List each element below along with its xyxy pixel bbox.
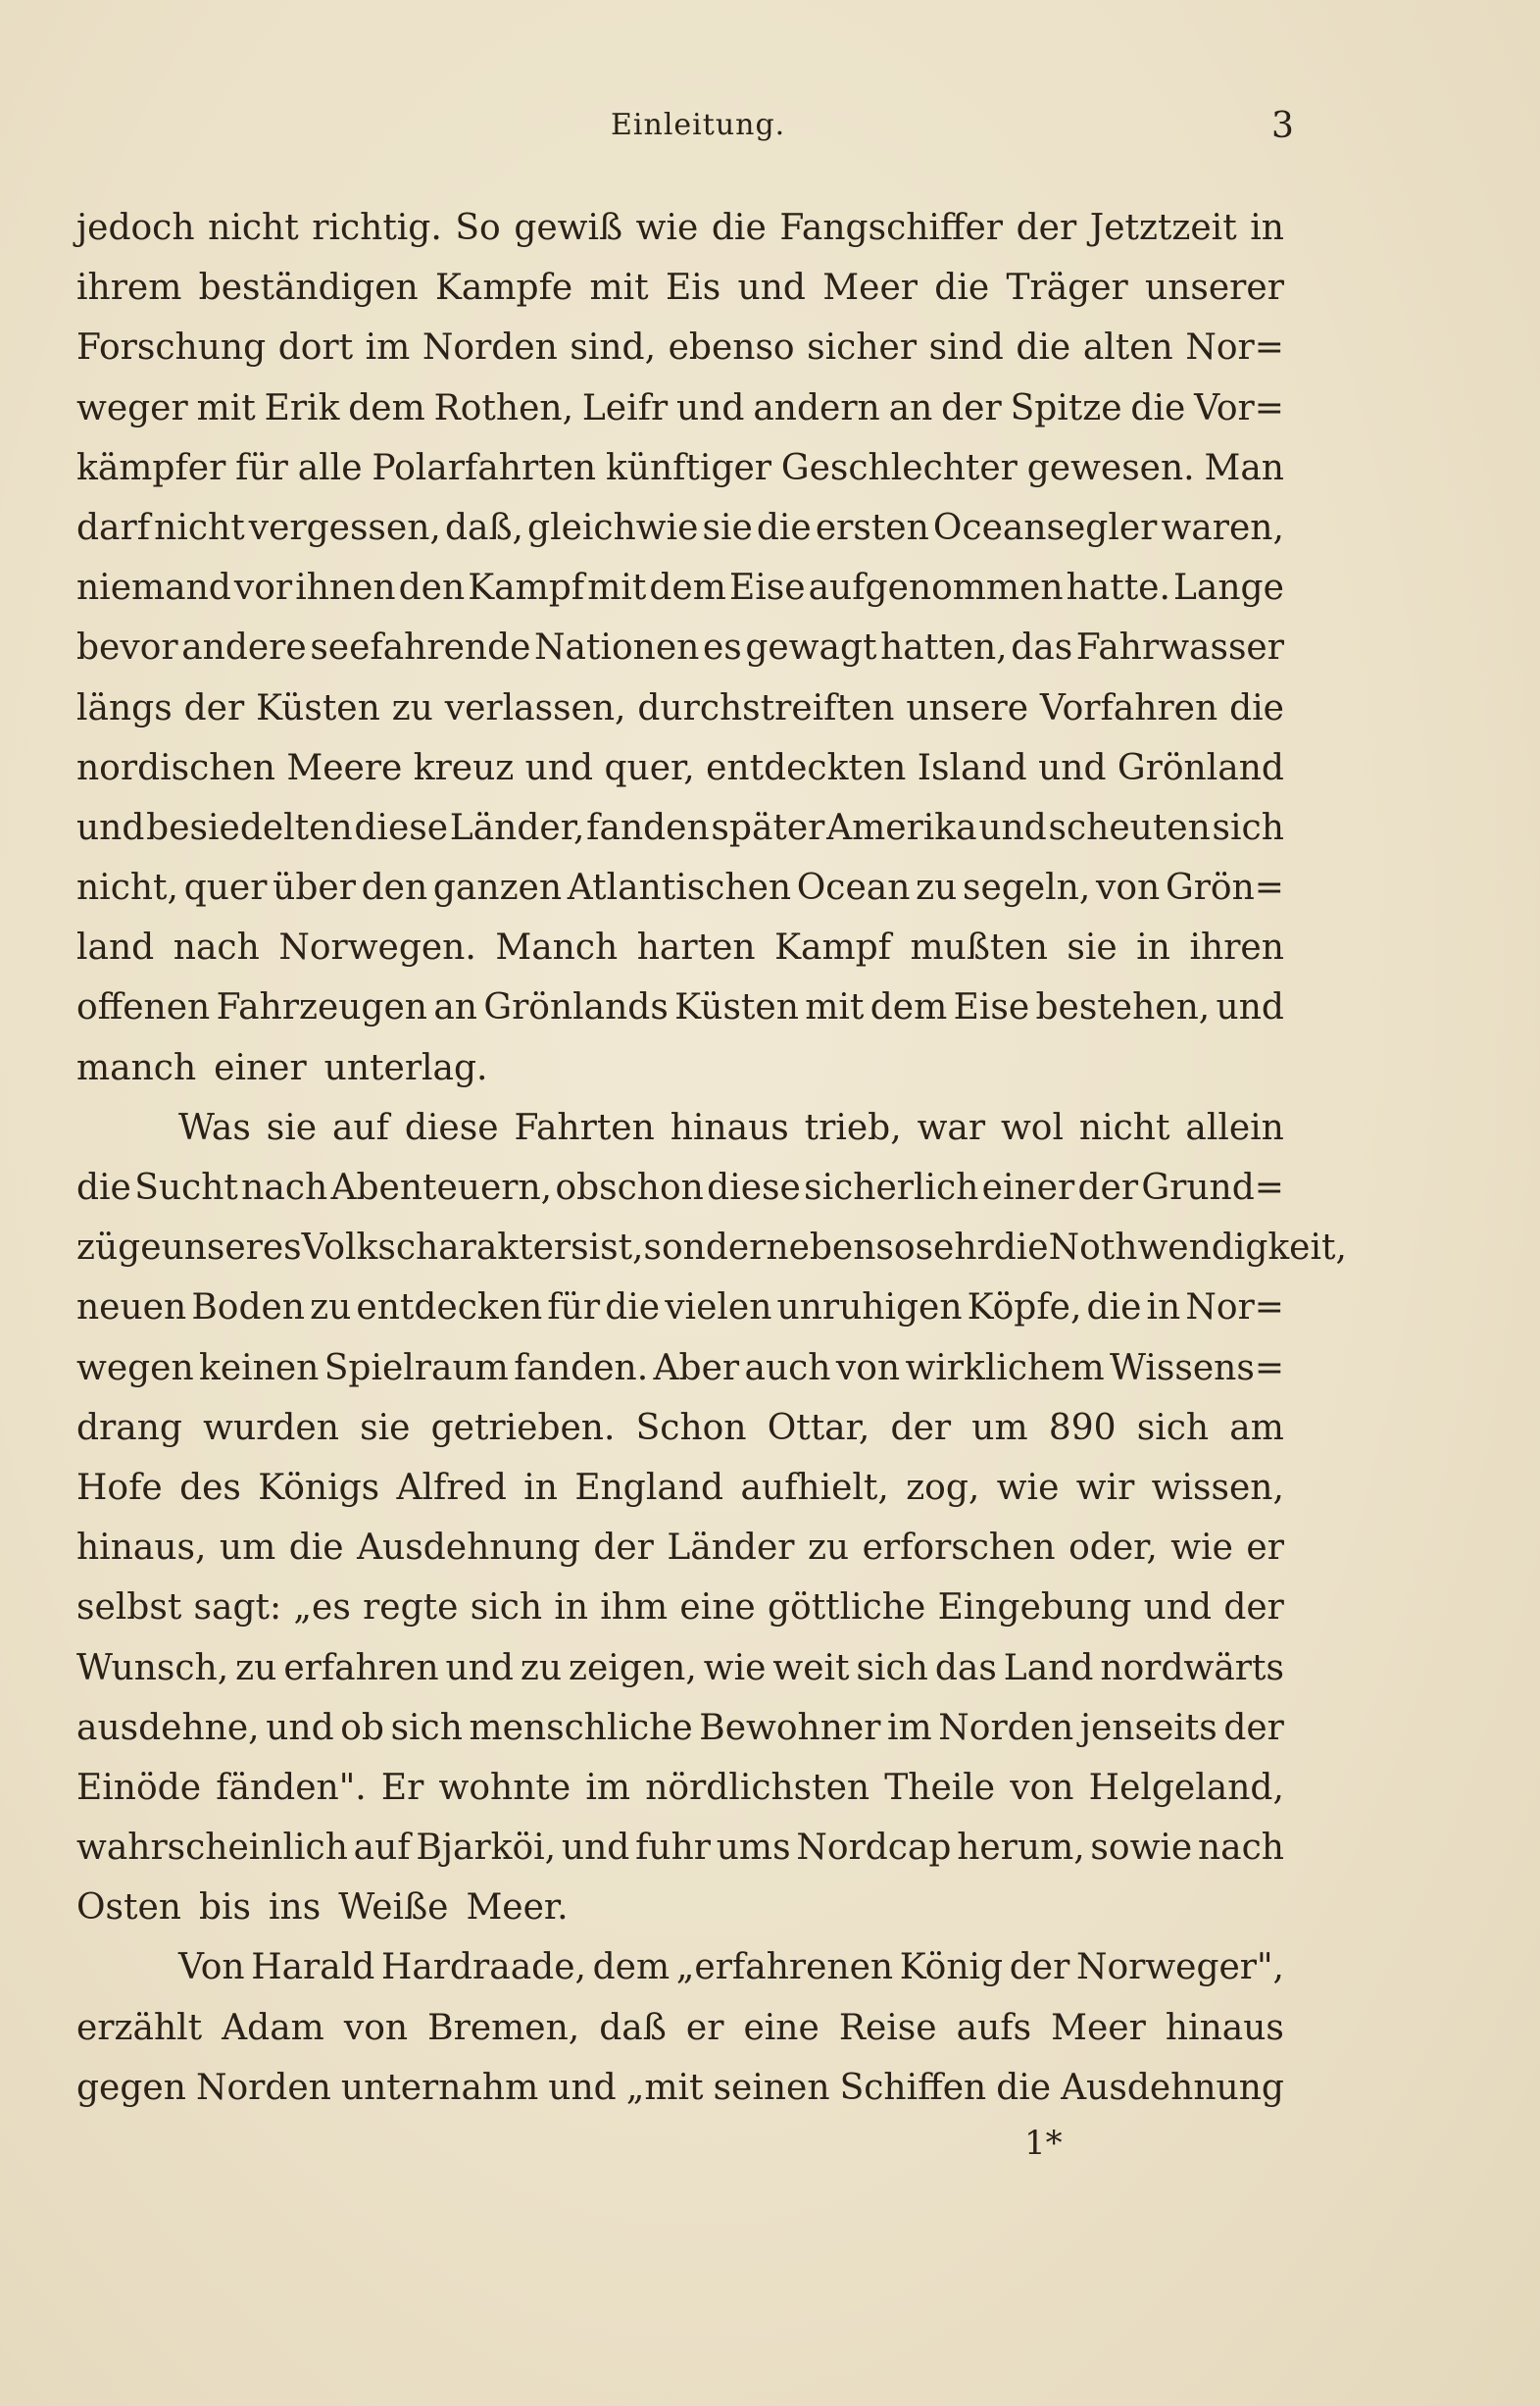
text-line: Was sie auf diese Fahrten hinaus trieb, war wol nicht allein <box>178 1107 1284 1148</box>
text-line: ihrem beständigen Kampfe mit Eis und Meer die Träger unserer <box>76 268 1284 309</box>
text-line: erzählt Adam von Bremen, daß er eine Reise aufs Meer hinaus <box>76 2007 1284 2048</box>
text-line: drang wurden sie getrieben. Schon Ottar, der um 890 sich am <box>76 1407 1284 1448</box>
text-line: land nach Norwegen. Manch harten Kampf mußten sie in ihren <box>76 927 1284 969</box>
text-line: Einöde fänden". Er wohnte im nördlichsten Theile von Helgeland, <box>76 1767 1284 1808</box>
text-line: kämpfer für alle Polarfahrten künftiger Geschlechter gewesen. Man <box>76 447 1284 488</box>
text-line: darf nicht vergessen, daß, gleichwie sie die ersten Oceansegler waren, <box>76 507 1284 548</box>
text-line: nordischen Meere kreuz und quer, entdeckten Island und Grönland <box>76 747 1284 788</box>
body-text <box>76 198 1347 2118</box>
text-line: ausdehne, und ob sich menschliche Bewohner im Norden jenseits der <box>76 1707 1284 1748</box>
text-line: Hofe des Königs Alfred in England aufhielt, zog, wie wir wissen, <box>76 1467 1284 1508</box>
text-line: weger mit Erik dem Rothen, Leifr und andern an der Spitze die Vor= <box>76 387 1284 428</box>
text-line: niemand vor ihnen den Kampf mit dem Eise aufgenommen hatte. Lange <box>76 568 1284 609</box>
text-line: nicht, quer über den ganzen Atlantischen Ocean zu segeln, von Grön= <box>76 868 1284 909</box>
text-line: Von Harald Hardraade, dem „erfahrenen König der Norweger", <box>178 1947 1284 1988</box>
running-head: Einleitung. <box>611 108 786 142</box>
text-line: wahrscheinlich auf Bjarköi, und fuhr ums Nordcap herum, sowie nach <box>76 1828 1284 1869</box>
text-line: und besiedelten diese Länder, fanden später Amerika und scheuten sich <box>76 807 1284 848</box>
text-line: gegen Norden unternahm und „mit seinen Schiffen die Ausdehnung <box>76 2067 1284 2108</box>
signature-mark: 1* <box>1024 2124 1063 2163</box>
text-line: die Sucht nach Abenteuern, obschon diese sicherlich einer der Grund= <box>76 1168 1284 1208</box>
text-line: selbst sagt: „es regte sich in ihm eine göttliche Eingebung und der <box>76 1587 1284 1629</box>
text-line: manch einer unterlag. <box>76 1047 488 1088</box>
text-line: Forschung dort im Norden sind, ebenso sicher sind die alten Nor= <box>76 327 1284 369</box>
text-line: längs der Küsten zu verlassen, durchstreiften unsere Vorfahren die <box>76 687 1284 728</box>
text-line: wegen keinen Spielraum fanden. Aber auch von wirklichem Wissens= <box>76 1347 1284 1388</box>
text-line: bevor andere seefahrende Nationen es gewagt hatten, das Fahrwasser <box>76 627 1284 669</box>
text-line: jedoch nicht richtig. So gewiß wie die Fangschiffer der Jetztzeit in <box>76 208 1284 248</box>
text-line: hinaus, um die Ausdehnung der Länder zu erforschen oder, wie er <box>76 1528 1284 1569</box>
page-number: 3 <box>1271 106 1294 146</box>
text-line: neuen Boden zu entdecken für die vielen unruhigen Köpfe, die in Nor= <box>76 1287 1284 1328</box>
text-line: züge unseres Volkscharakters ist, sondern ebenso sehr die Nothwendigkeit, <box>76 1228 1347 1269</box>
text-line: Osten bis ins Weiße Meer. <box>76 1887 569 1929</box>
text-line: Wunsch, zu erfahren und zu zeigen, wie weit sich das Land nordwärts <box>76 1647 1284 1688</box>
text-line: offenen Fahrzeugen an Grönlands Küsten mit dem Eise bestehen, und <box>76 987 1284 1028</box>
